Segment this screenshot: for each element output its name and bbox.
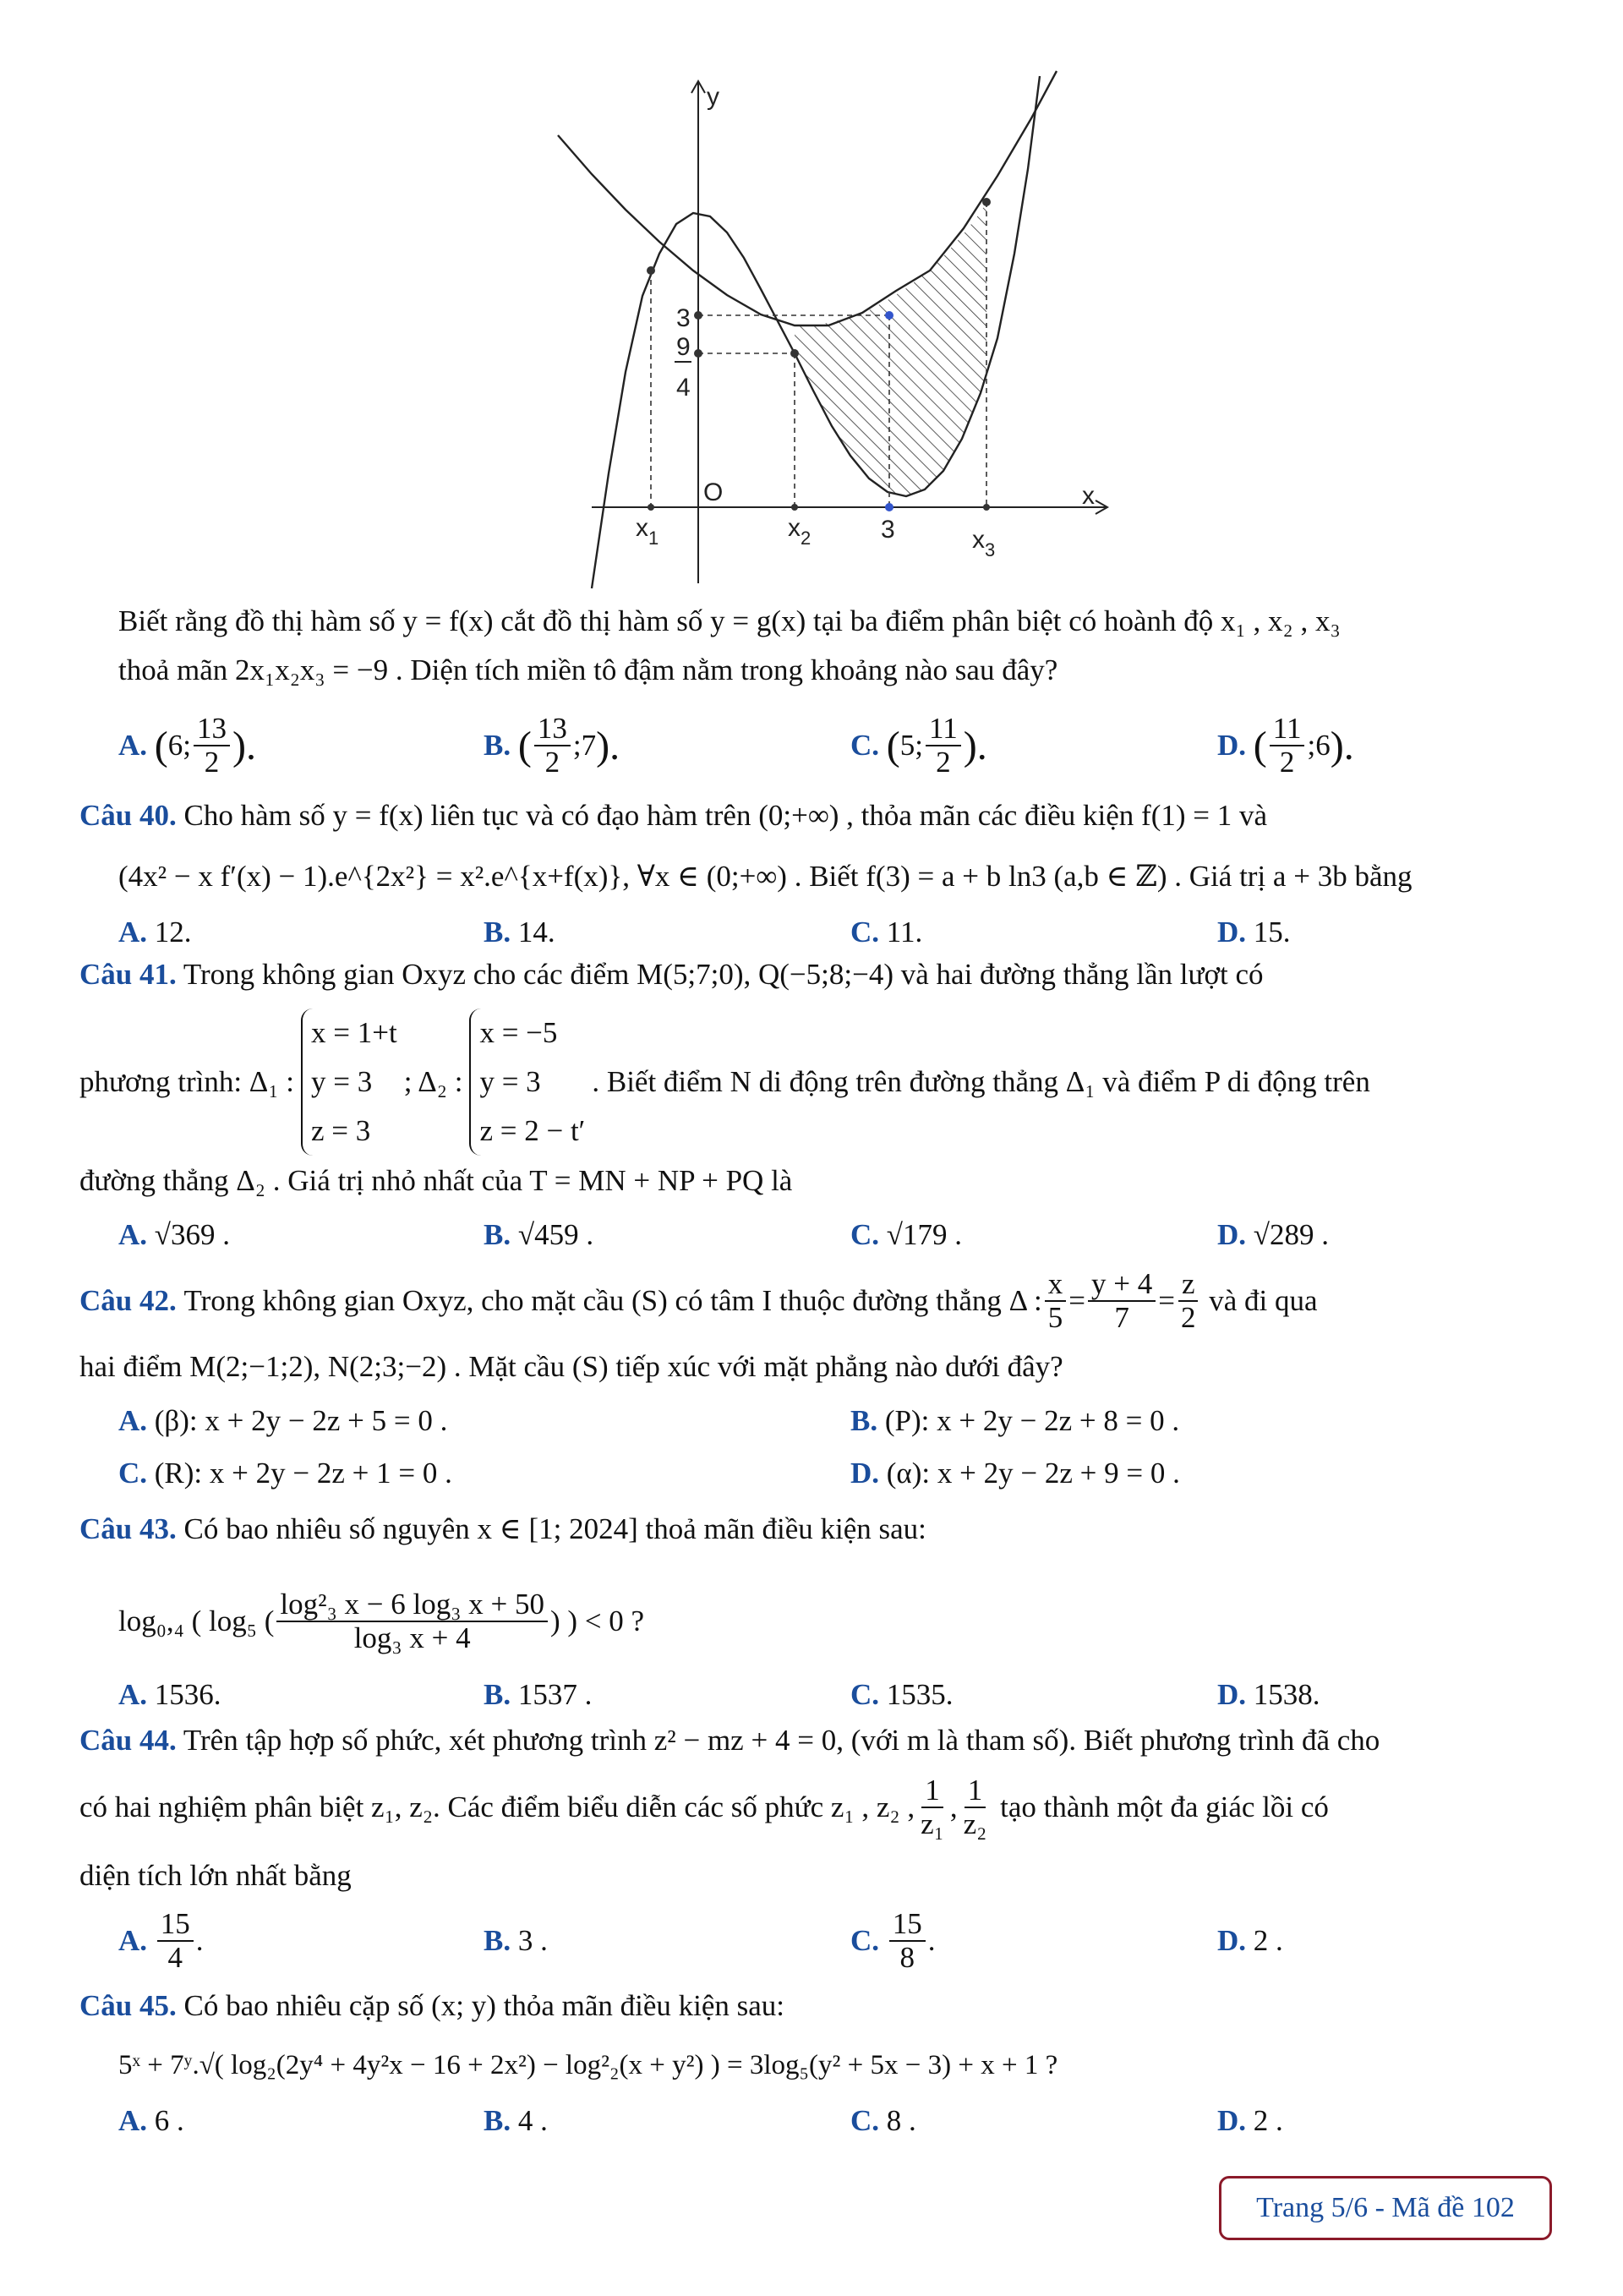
q43-option-d[interactable]: D. 1538. bbox=[1217, 1678, 1320, 1711]
q41-system-1: x = 1+t y = 3 z = 3 bbox=[301, 1009, 397, 1156]
q43-option-a[interactable]: A. 1536. bbox=[118, 1678, 221, 1711]
q40-text2: (4x² − x f′(x) − 1).e^{2x²} = x².e^{x+f(x)}, ∀x ∈ (0;+∞) . Biết f(3) = a + b ln3 (a,b ∈ ℤ) . Giá trị a + 3b bằng bbox=[118, 860, 1413, 893]
q40-option-a[interactable]: A. 12. bbox=[118, 916, 192, 948]
q41-option-c[interactable]: C. √179 . bbox=[850, 1218, 962, 1251]
q44-text3: diện tích lớn nhất bằng bbox=[79, 1859, 352, 1892]
q45-option-b[interactable]: B. 4 . bbox=[484, 2104, 548, 2137]
x3-label: $x_3$ bbox=[972, 526, 996, 560]
q42-option-d[interactable]: D. (α): x + 2y − 2z + 9 = 0 . bbox=[850, 1457, 1180, 1490]
q43-option-b[interactable]: B. 1537 . bbox=[484, 1678, 593, 1711]
q43-inequality: log₀,₄ ( log₅ ( $\frac{\text{log²₃ x − 6 log₃ x + 50}}{\text{log₃ x + 4}}$ ) ) < 0 ? bbox=[118, 1588, 645, 1654]
q43-label: Câu 43. bbox=[79, 1512, 177, 1545]
function-graph bbox=[541, 68, 1116, 592]
q40-option-c[interactable]: C. 11. bbox=[850, 916, 923, 948]
q39-option-d[interactable]: D. ( $\frac{11}{2}$ ;6 ). bbox=[1217, 712, 1354, 779]
q42-frac-z: $\frac{z}{2}$ bbox=[1178, 1268, 1199, 1334]
q44-label: Câu 44. bbox=[79, 1724, 177, 1757]
q43-option-c[interactable]: C. 1535. bbox=[850, 1678, 954, 1711]
q45-option-a[interactable]: A. 6 . bbox=[118, 2104, 184, 2137]
y-axis-label: y bbox=[707, 83, 719, 111]
q41-text-pre: phương trình: Δ₁ : bbox=[79, 1065, 294, 1098]
q45-option-d[interactable]: D. 2 . bbox=[1217, 2104, 1283, 2137]
q41-system-2: x = −5 y = 3 z = 2 − t′ bbox=[469, 1009, 585, 1156]
q42-text1a: Trong không gian Oxyz, cho mặt cầu (S) có tâm I thuộc đường thẳng Δ : bbox=[183, 1284, 1042, 1317]
x2-label: $x_2$ bbox=[788, 514, 812, 549]
q43-line1 bbox=[79, 1510, 1623, 1549]
origin-label: O bbox=[703, 478, 724, 506]
q41-systems-line bbox=[79, 1006, 1370, 1158]
q39-options bbox=[0, 712, 1623, 779]
q41-option-d[interactable]: D. √289 . bbox=[1217, 1218, 1329, 1251]
q44-line1 bbox=[79, 1721, 1623, 1760]
q42-label: Câu 42. bbox=[79, 1284, 177, 1317]
q41-text3: đường thẳng Δ₂ . Giá trị nhỏ nhất của T = MN + NP + PQ là bbox=[79, 1164, 793, 1197]
y-tick-9-4-den: 4 bbox=[676, 374, 691, 402]
q45-text1: Có bao nhiêu cặp số (x; y) thỏa mãn điều kiện sau: bbox=[183, 1989, 785, 2022]
q44-text1: Trên tập hợp số phức, xét phương trình z² − mz + 4 = 0, (với m là tham số). Biết phương trình đã cho bbox=[183, 1724, 1380, 1757]
q45-equation: 5ˣ + 7ʸ.√( log₂(2y⁴ + 4y²x − 16 + 2x²) − log²₂(x + y²) ) = 3log₅(y² + 5x − 3) + x + 1 ? bbox=[118, 2050, 1058, 2080]
q42-option-a[interactable]: A. (β): x + 2y − 2z + 5 = 0 . bbox=[118, 1404, 448, 1437]
q44-line2: có hai nghiệm phân biệt z₁, z₂. Các điểm biểu diễn các số phức z₁ , z₂ , $\frac{1}{\text{z₁}}$ , $\frac{1}{\text{z₂}}$ tạo thành một đa giác lồi có bbox=[79, 1774, 1329, 1840]
q41-text-mid: ; Δ₂ : bbox=[403, 1065, 463, 1098]
q44-option-a[interactable]: A. $\frac{15}{4}$ . bbox=[118, 1907, 204, 1974]
q40-label: Câu 40. bbox=[79, 799, 177, 832]
q41-label: Câu 41. bbox=[79, 958, 177, 991]
q39-option-c[interactable]: C. ( 5; $\frac{11}{2}$ ). bbox=[850, 712, 987, 779]
q44-option-d[interactable]: D. 2 . bbox=[1217, 1924, 1283, 1957]
q39-option-b[interactable]: B. ( $\frac{13}{2}$ ;7 ). bbox=[484, 712, 620, 779]
y-tick-3: 3 bbox=[676, 304, 691, 332]
q39-text-line1: Biết rằng đồ thị hàm số y = f(x) cắt đồ thị hàm số y = g(x) tại ba điểm phân biệt có hoành độ x₁ , x₂ , x₃ bbox=[118, 604, 1341, 637]
q42-option-c[interactable]: C. (R): x + 2y − 2z + 1 = 0 . bbox=[118, 1457, 452, 1490]
q42-frac-x: $\frac{x}{5}$ bbox=[1045, 1268, 1067, 1334]
q40-option-b[interactable]: B. 14. bbox=[484, 916, 555, 948]
q42-frac-y: $\frac{y + 4}{7}$ bbox=[1088, 1268, 1156, 1334]
q42-option-b[interactable]: B. (P): x + 2y − 2z + 8 = 0 . bbox=[850, 1404, 1180, 1437]
q39-option-a[interactable]: A. ( 6; $\frac{13}{2}$ ). bbox=[118, 712, 256, 779]
q41-option-b[interactable]: B. √459 . bbox=[484, 1218, 594, 1251]
q41-text-post: . Biết điểm N di động trên đường thẳng Δ₁ và điểm P di động trên bbox=[592, 1065, 1370, 1098]
y-tick-9-4-num: 9 bbox=[676, 333, 691, 361]
q41-line1 bbox=[79, 955, 1623, 994]
page-footer-badge: Trang 5/6 - Mã đề 102 bbox=[1219, 2176, 1552, 2240]
q44-option-b[interactable]: B. 3 . bbox=[484, 1924, 548, 1957]
q45-label: Câu 45. bbox=[79, 1989, 177, 2022]
q40-line1 bbox=[79, 796, 1623, 835]
q39-text-line2: thoả mãn 2x₁x₂x₃ = −9 . Diện tích miền tô đậm nằm trong khoảng nào sau đây? bbox=[118, 653, 1058, 686]
q42-text2: hai điểm M(2;−1;2), N(2;3;−2) . Mặt cầu (S) tiếp xúc với mặt phẳng nào dưới đây? bbox=[79, 1350, 1063, 1383]
q42-line1: Câu 42. Trong không gian Oxyz, cho mặt cầu (S) có tâm I thuộc đường thẳng Δ : $\frac{x}{5}$ = $\frac{y + 4}{7}$ = $\frac{z}{2}$ và đi qua bbox=[79, 1267, 1318, 1334]
q40-text1: Cho hàm số y = f(x) liên tục và có đạo hàm trên (0;+∞) , thỏa mãn các điều kiện f(1) = 1 và bbox=[183, 799, 1268, 832]
q41-text1: Trong không gian Oxyz cho các điểm M(5;7;0), Q(−5;8;−4) và hai đường thẳng lần lượt có bbox=[183, 958, 1264, 991]
q40-option-d[interactable]: D. 15. bbox=[1217, 916, 1291, 948]
q44-options bbox=[0, 1900, 1623, 1982]
q41-option-a[interactable]: A. √369 . bbox=[118, 1218, 230, 1251]
q44-option-c[interactable]: C. $\frac{15}{8}$ . bbox=[850, 1907, 936, 1974]
q45-option-c[interactable]: C. 8 . bbox=[850, 2104, 916, 2137]
x-axis-label: x bbox=[1082, 482, 1095, 510]
q45-line1 bbox=[79, 1987, 1623, 2025]
q42-text1b: và đi qua bbox=[1209, 1284, 1318, 1317]
shaded-region bbox=[795, 202, 986, 496]
x-tick-3: 3 bbox=[881, 516, 895, 544]
x1-label: $x_1$ bbox=[636, 514, 659, 549]
q43-text1: Có bao nhiêu số nguyên x ∈ [1; 2024] thoả mãn điều kiện sau: bbox=[183, 1512, 926, 1545]
